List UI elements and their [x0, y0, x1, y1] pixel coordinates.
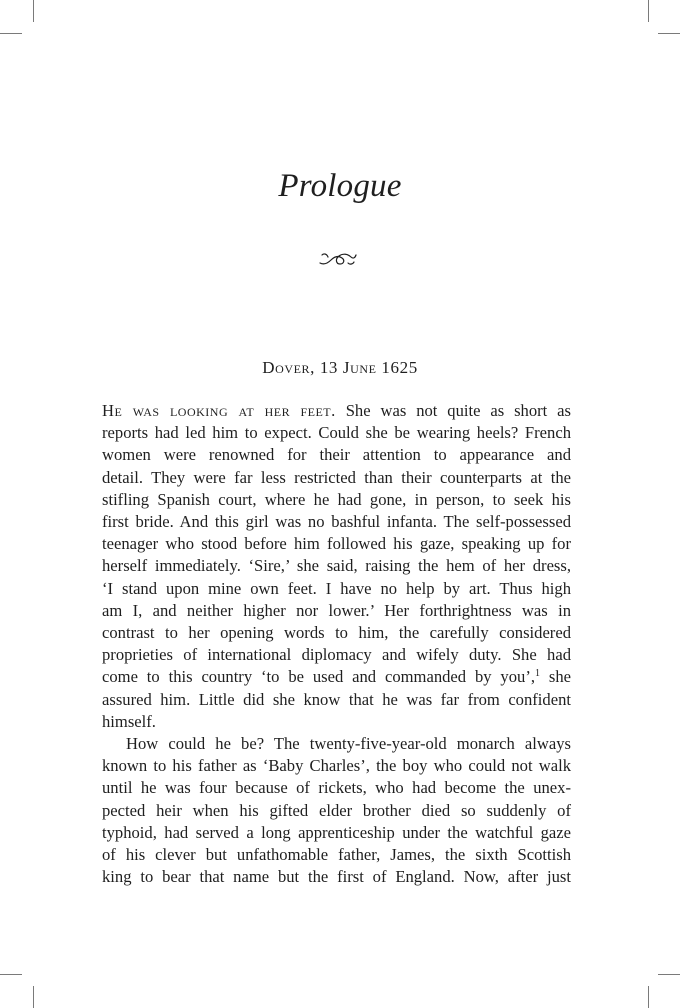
text-line: himself. [102, 711, 156, 731]
text-line: come to this country ‘to be used and commanded by you’,$^1$ she [102, 667, 571, 687]
crop-mark-bottom-left [0, 974, 22, 975]
fleuron-ornament-icon [318, 249, 358, 269]
text-line: of his clever but unfathomable father, James, the sixth Scottish [102, 845, 571, 865]
crop-mark-top-left [33, 0, 34, 22]
crop-mark-bottom-left [33, 986, 34, 1008]
text-line: am I, and neither higher nor lower.’ Her forthrightness was in [102, 600, 571, 620]
text-line: stifling Spanish court, where he had gone, in person, to seek his [102, 489, 571, 509]
text-line: He was looking at her feet. She was not quite as short as [102, 401, 572, 420]
text-line: How could he be? The twenty-five-year-old monarch always [126, 734, 571, 754]
footnote-marker[interactable]: 1 [535, 668, 540, 680]
text-line: teenager who stood before him followed his gaze, speaking up for [102, 534, 571, 554]
crop-mark-top-right [648, 0, 649, 22]
lead-in-small-caps: He was looking at her feet. [102, 401, 336, 420]
crop-mark-bottom-right [658, 974, 680, 975]
text-line: herself immediately. ‘Sire,’ she said, raising the hem of her dress, [102, 556, 571, 576]
text-line: contrast to her opening words to him, the carefully considered [102, 623, 571, 643]
paragraph-2 [102, 733, 571, 888]
text-line: women were renowned for their attention to appearance and [102, 445, 571, 465]
text-line: assured him. Little did she know that he was far from confident [102, 689, 571, 709]
text-line: first bride. And this girl was no bashful infanta. The self-possessed [102, 512, 571, 532]
crop-mark-bottom-right [648, 986, 649, 1008]
text-line: king to bear that name but the first of England. Now, after just [102, 867, 571, 887]
text-line: reports had led him to expect. Could she be wearing heels? French [102, 423, 571, 443]
crop-mark-top-left [0, 33, 22, 34]
text-line: pected heir when his gifted elder brother died so suddenly of [102, 800, 571, 820]
text-line: known to his father as ‘Baby Charles’, the boy who could not walk [102, 756, 571, 776]
text-line: typhoid, had served a long apprenticeship under the watchful gaze [102, 822, 571, 842]
paragraph-1 [102, 400, 571, 733]
text-line: ‘I stand upon mine own feet. I have no help by art. Thus high [102, 578, 571, 598]
dateline: Dover, 13 June 1625 [262, 358, 418, 377]
text-line: until he was four because of rickets, who had become the unex- [102, 778, 571, 798]
body-text [102, 400, 571, 888]
text-line: proprieties of international diplomacy and wifely duty. She had [102, 645, 571, 665]
chapter-title: Prologue [278, 168, 402, 204]
crop-mark-top-right [658, 33, 680, 34]
text-line: detail. They were far less restricted than their counterparts at the [102, 467, 571, 487]
